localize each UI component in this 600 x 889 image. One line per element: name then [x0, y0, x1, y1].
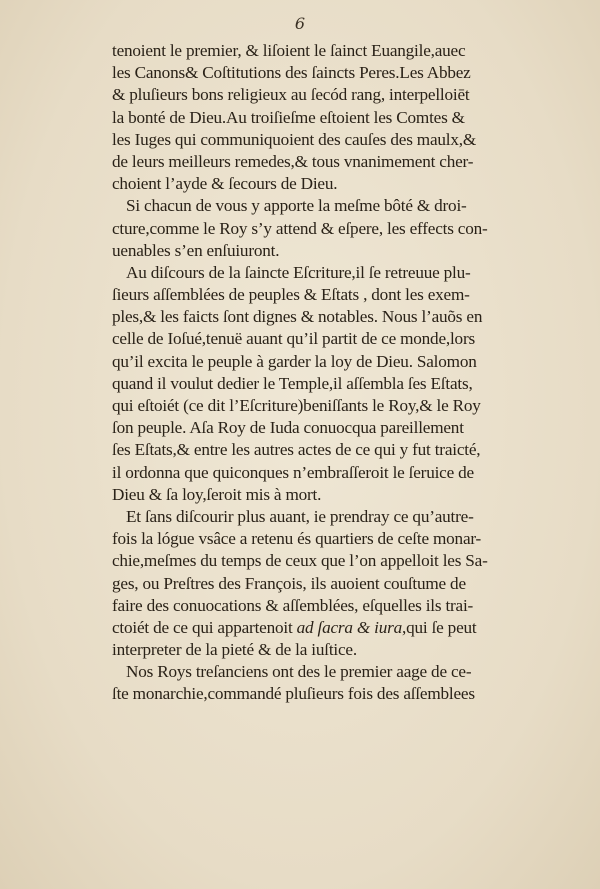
text-line-content: choient l’ayde & ſecours de Dieu.	[112, 174, 338, 194]
text-line	[112, 573, 542, 595]
text-line-content: ples,& les faicts ſont dignes & notables. Nous l’auõs en	[112, 307, 483, 327]
text-line	[112, 617, 542, 639]
text-line-content: quand il voulut dedier le Temple,il aſſembla ſes Eſtats,	[112, 373, 473, 393]
text-line	[112, 62, 542, 84]
body-text	[112, 40, 542, 706]
text-line-content: & pluſieurs bons religieux au ſecód rang, interpelloiēt	[112, 85, 470, 105]
text-line	[112, 395, 542, 417]
text-line	[112, 129, 542, 151]
text-line-content: qui eſtoiét (ce dit l’Eſcriture)beniſſants le Roy,& le Roy	[112, 396, 481, 415]
text-line	[112, 506, 542, 528]
text-line	[112, 417, 542, 439]
text-line-content: fois la lógue vsâce a retenu és quartiers de ceſte monar-	[112, 529, 482, 549]
text-line-content: faire des conuocations & aſſemblées, eſquelles ils trai-	[112, 595, 474, 615]
text-line-content: chie,meſmes du temps de ceux que l’on appelloit les Sa-	[112, 551, 488, 571]
text-line	[112, 107, 542, 129]
text-line	[112, 84, 542, 106]
text-line-content: Au diſcours de la ſaincte Eſcriture,il ſe retreuue plu-	[126, 262, 471, 282]
text-line-content: Si chacun de vous y apporte la meſme bôté & droi-	[126, 196, 467, 216]
text-line	[112, 218, 542, 240]
text-line-content: la bonté de Dieu.Au troiſieſme eſtoient les Comtes &	[112, 107, 465, 127]
text-line-content: les Iuges qui communiquoient des cauſes des maulx,&	[112, 129, 477, 149]
page-number: 6	[294, 14, 306, 33]
text-line	[112, 661, 542, 683]
text-line	[112, 528, 542, 550]
text-line	[112, 373, 542, 395]
text-line-content: Et ſans diſcourir plus auant, ie prendray ce qu’autre-	[126, 506, 474, 526]
text-line-content: uenables s’en enſuiuront.	[112, 240, 280, 260]
text-line-content: interpreter de la pieté & de la iuſtice.	[112, 640, 357, 660]
text-line-content: ſes Eſtats,& entre les autres actes de ce qui y fut traicté,	[112, 440, 481, 460]
text-line	[112, 262, 542, 284]
text-line-content: Dieu & ſa loy,ſeroit mis à mort.	[112, 484, 322, 504]
text-line	[112, 439, 542, 461]
text-line	[112, 284, 542, 306]
text-line	[112, 550, 542, 572]
text-line	[112, 683, 542, 705]
text-line-content: ctoiét de ce qui appartenoit	[112, 617, 297, 637]
text-line	[112, 173, 542, 195]
text-line	[112, 462, 542, 484]
text-line-content: ſte monarchie,commandé pluſieurs fois des aſſemblees	[112, 684, 475, 704]
text-line-content: Nos Roys treſanciens ont des le premier aage de ce-	[126, 662, 472, 682]
text-line-content: celle de Ioſué,tenuë auant qu’il partit de ce monde,lors	[112, 329, 475, 349]
text-line-content: qu’il excita le peuple à garder la loy de Dieu. Salomon	[112, 351, 477, 371]
text-line-content: ſieurs aſſemblées de peuples & Eſtats , dont les exem-	[112, 285, 470, 305]
text-line	[112, 240, 542, 262]
text-line	[112, 195, 542, 217]
text-line	[112, 351, 542, 373]
text-line-content: de leurs meilleurs remedes,& tous vnanimement cher-	[112, 151, 474, 171]
text-line	[112, 151, 542, 173]
text-line	[112, 328, 542, 350]
latin-phrase: ad ſacra & iura	[296, 617, 403, 637]
text-line	[112, 484, 542, 506]
text-line	[112, 40, 542, 62]
text-line-content: les Canons& Coſtitutions des ſaincts Peres.Les Abbez	[112, 63, 471, 83]
text-line-continuation: ,qui ſe peut	[402, 617, 477, 637]
text-line-content: ſon peuple. Aſa Roy de Iuda conuocqua pareillement	[112, 418, 464, 438]
text-line-content: cture,comme le Roy s’y attend & eſpere, les effects con-	[112, 218, 488, 238]
text-line	[112, 306, 542, 328]
text-line-content: tenoient le premier, & liſoient le ſainct Euangile,auec	[112, 41, 466, 60]
text-line-content: ges, ou Preſtres des François, ils auoient couſtume de	[112, 573, 466, 593]
text-line	[112, 595, 542, 617]
text-line-content: il ordonna que quiconques n’embraſſeroit le ſeruice de	[112, 462, 474, 482]
text-line	[112, 639, 542, 661]
